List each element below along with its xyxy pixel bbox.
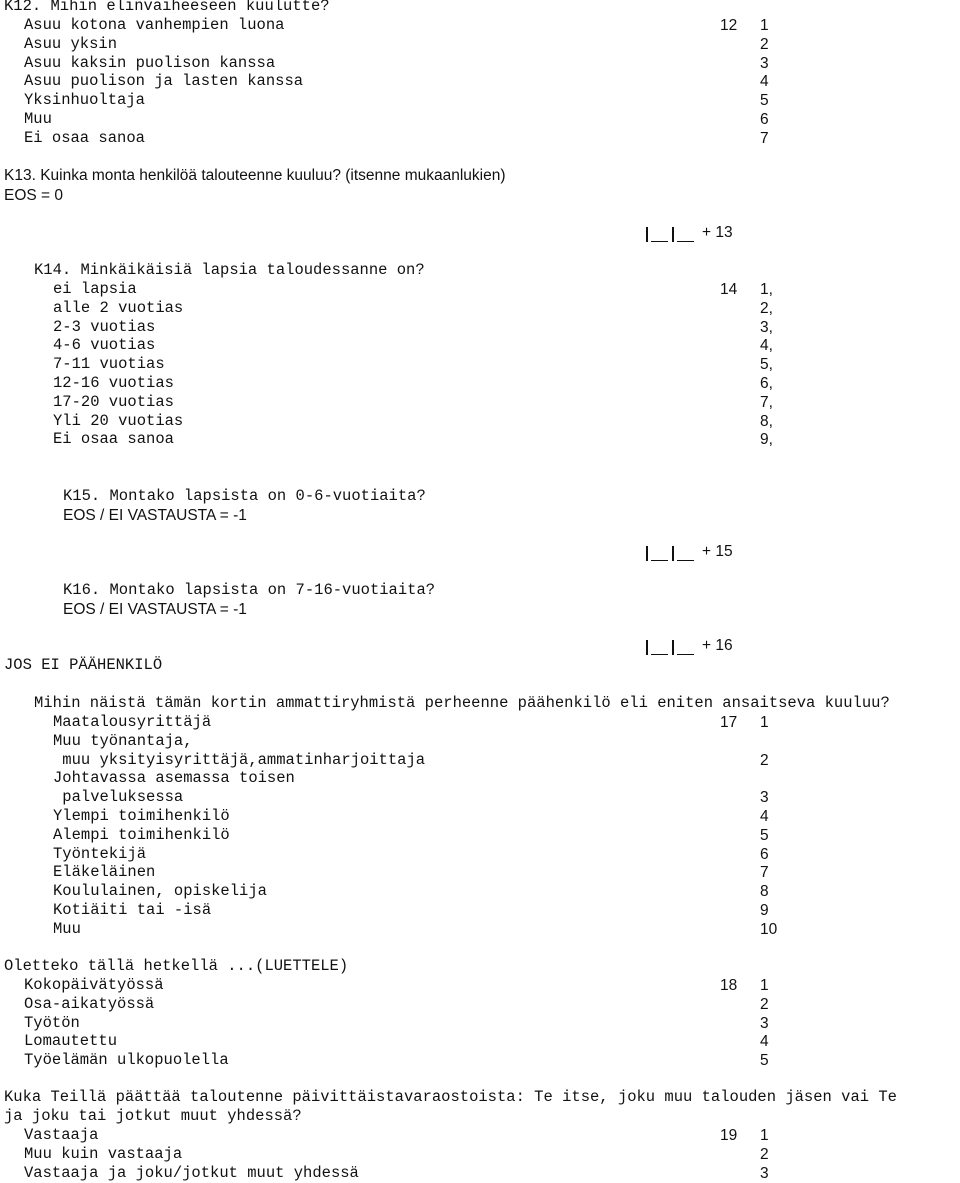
k14-option-label: 12-16 vuotias: [53, 374, 174, 392]
k14-option-label: alle 2 vuotias: [53, 298, 184, 317]
k14-option-label: 17-20 vuotias: [53, 392, 174, 411]
k18-question: Oletteko tällä hetkellä ...(LUETTELE): [4, 957, 349, 975]
k19-option-label: Muu kuin vastaaja: [24, 1144, 183, 1163]
k14-option-code[interactable]: 5,: [760, 356, 773, 374]
k14-option-code[interactable]: 9,: [760, 431, 773, 449]
k18-option-code[interactable]: 4: [760, 1033, 769, 1051]
k16-note: EOS / EI VASTAUSTA = -1: [63, 601, 247, 618]
k12-option-label: Asuu puolison ja lasten kanssa: [24, 72, 304, 91]
k18-option-code[interactable]: 3: [760, 1014, 769, 1032]
k16-question: K16. Montako lapsista on 7-16-vuotiaita?: [63, 581, 436, 599]
k15-question: K15. Montako lapsista on 0-6-vuotiaita?: [63, 487, 426, 505]
k15-note: EOS / EI VASTAUSTA = -1: [63, 507, 247, 524]
k17-option-label: palveluksessa: [53, 788, 184, 807]
k17-question: Mihin näistä tämän kortin ammattiryhmistä perheenne päähenkilö eli eniten ansaitseva kuuluu?: [34, 694, 890, 712]
k19-question-code: 19: [720, 1127, 738, 1144]
k14-option-label: ei lapsia: [53, 280, 137, 298]
k14-option-label: Ei osaa sanoa: [53, 430, 174, 449]
k17-option-code[interactable]: 1: [760, 714, 769, 731]
k14-option-label: Yli 20 vuotias: [53, 411, 184, 430]
k18-option-label: Työelämän ulkopuolella: [24, 1051, 229, 1070]
k18-option-label: Lomautettu: [24, 1032, 118, 1051]
k19-option-label: Vastaaja: [24, 1126, 99, 1144]
k14-option-label: 4-6 vuotias: [53, 336, 156, 355]
k14-question-code: 14: [720, 281, 738, 298]
k17-option-code[interactable]: 6: [760, 845, 769, 863]
k18-question-code: 18: [720, 977, 738, 994]
k19-option-code[interactable]: 1: [760, 1127, 769, 1144]
k14-option-code[interactable]: 8,: [760, 412, 773, 430]
k12-option-label: Asuu yksin: [24, 34, 118, 53]
k12-option-label: Muu: [24, 110, 52, 128]
k14-question: K14. Minkäikäisiä lapsia taloudessanne on?: [34, 261, 425, 279]
k12-option-label: Asuu kaksin puolison kanssa: [24, 53, 276, 72]
k17-option-code[interactable]: 8: [760, 883, 769, 901]
k17-option-label: Kotiäiti tai -isä: [53, 901, 212, 919]
k19-question-line1: Kuka Teillä päättää taloutenne päivittäistavaraostoista: Te itse, joku muu talouden jäsen vai Te: [4, 1088, 897, 1106]
k17-option-label: Alempi toimihenkilö: [53, 825, 230, 844]
k18-option-label: Osa-aikatyössä: [24, 994, 155, 1013]
k17-option-label: Ylempi toimihenkilö: [53, 807, 230, 825]
k12-question-code: 12: [720, 17, 738, 34]
k17-option-code[interactable]: 7: [760, 864, 769, 882]
k18-option-code[interactable]: 5: [760, 1052, 769, 1070]
k14-option-label: 7-11 vuotias: [53, 355, 165, 374]
jos-ei-paahenkilo-label: JOS EI PÄÄHENKILÖ: [4, 656, 163, 674]
k14-option-code[interactable]: 6,: [760, 375, 773, 392]
k13-note: EOS = 0: [4, 187, 64, 204]
k12-option-label: Yksinhuoltaja: [24, 91, 145, 110]
k18-option-label: Kokopäivätyössä: [24, 976, 164, 994]
k14-option-label: 2-3 vuotias: [53, 317, 156, 336]
k14-option-code[interactable]: 2,: [760, 299, 773, 317]
k14-option-code[interactable]: 7,: [760, 393, 773, 411]
k17-option-label: Muu: [53, 919, 81, 938]
k14-option-code[interactable]: 1,: [760, 281, 773, 298]
k12-question: K12. Mihin elinvaiheeseen kuulutte?: [4, 0, 330, 15]
k17-option-code[interactable]: 3: [760, 789, 769, 807]
k18-option-code[interactable]: 1: [760, 977, 769, 994]
k19-question-line2: ja joku tai jotkut muut yhdessä?: [4, 1107, 302, 1125]
k17-option-label: Muu työnantaja,: [53, 731, 193, 750]
k12-option-label: Asuu kotona vanhempien luona: [24, 16, 285, 34]
k12-option-code[interactable]: 3: [760, 54, 769, 72]
k17-option-label: Johtavassa asemassa toisen: [53, 769, 295, 788]
k17-option-label: Eläkeläinen: [53, 863, 156, 882]
k12-option-code[interactable]: 2: [760, 35, 769, 53]
k19-option-code[interactable]: 2: [760, 1145, 769, 1163]
k14-option-code[interactable]: 4,: [760, 337, 773, 355]
k17-option-code[interactable]: 2: [760, 751, 769, 769]
k17-option-label: muu yksityisyrittäjä,ammatinharjoittaja: [53, 750, 426, 769]
k18-option-label: Työtön: [24, 1013, 80, 1032]
k12-option-code[interactable]: 6: [760, 111, 769, 128]
k12-option-code[interactable]: 5: [760, 92, 769, 110]
k13-question: K13. Kuinka monta henkilöä talouteenne kuuluu? (itsenne mukaanlukien): [4, 167, 506, 184]
k17-option-label: Koululainen, opiskelija: [53, 882, 267, 901]
k12-option-code[interactable]: 1: [760, 17, 769, 34]
k17-option-code[interactable]: 4: [760, 808, 769, 825]
k12-option-label: Ei osaa sanoa: [24, 128, 145, 147]
k17-option-code[interactable]: 9: [760, 902, 769, 919]
k15-box-code: + 15: [702, 543, 733, 560]
k19-option-code[interactable]: 3: [760, 1164, 769, 1182]
k17-question-code: 17: [720, 714, 738, 731]
k16-box-code: + 16: [702, 637, 733, 654]
k19-option-label: Vastaaja ja joku/jotkut muut yhdessä: [24, 1163, 359, 1182]
k17-option-label: Maatalousyrittäjä: [53, 713, 212, 731]
k14-option-code[interactable]: 3,: [760, 318, 773, 336]
k12-option-code[interactable]: 7: [760, 129, 769, 147]
k13-box-code: + 13: [702, 224, 733, 241]
k18-option-code[interactable]: 2: [760, 995, 769, 1013]
k17-option-code[interactable]: 10: [760, 920, 778, 938]
k17-option-label: Työntekijä: [53, 844, 147, 863]
k17-option-code[interactable]: 5: [760, 826, 769, 844]
k12-option-code[interactable]: 4: [760, 73, 769, 91]
